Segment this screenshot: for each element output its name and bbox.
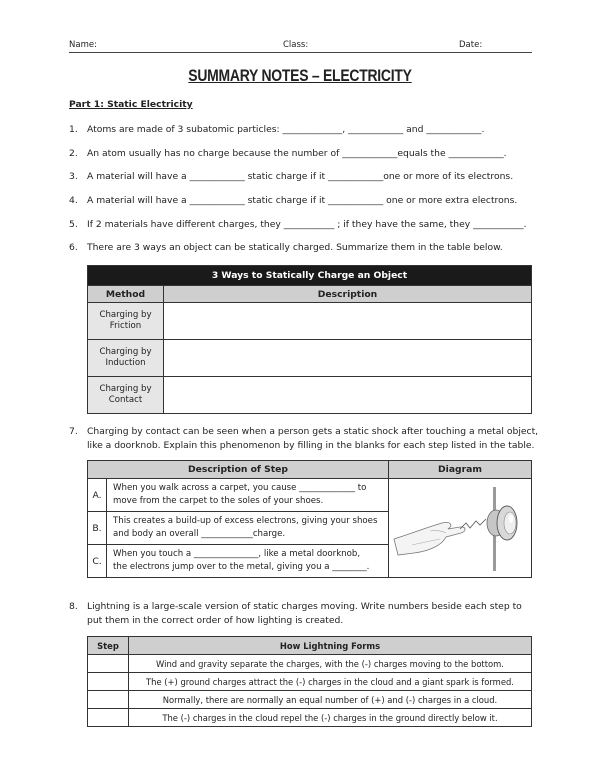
method-cell: Charging by Induction <box>88 340 164 377</box>
class-label: Class: <box>283 40 309 50</box>
question-3: 3. A material will have a ____________ static charge if it ____________one or more of its electrons. <box>69 171 514 182</box>
charge-methods-table <box>87 265 532 414</box>
table2-description-header: Description of Step <box>88 461 389 479</box>
date-label: Date: <box>459 40 483 50</box>
step-number-cell[interactable] <box>88 655 129 673</box>
step-number-cell[interactable] <box>88 691 129 709</box>
method-cell: Charging by Contact <box>88 377 164 414</box>
table3-step-header: Step <box>88 637 129 655</box>
static-shock-table <box>87 460 532 578</box>
table-row <box>88 655 532 673</box>
question-4: 4. A material will have a ____________ static charge if it ____________ one or more extra electrons. <box>69 195 518 206</box>
step-letter: B. <box>88 512 107 545</box>
step-description: When you touch a _______________, like a metal doorknob, the electrons jump over to the metal, giving you a ________. <box>107 545 389 578</box>
table-row <box>88 303 532 340</box>
method-cell: Charging by Friction <box>88 303 164 340</box>
page-title: SUMMARY NOTES – ELECTRICITY <box>188 66 412 85</box>
lightning-steps-table <box>87 636 532 727</box>
question-8: 8. Lightning is a large-scale version of static charges moving. Write numbers beside each step to put them in the correct order of how lighting is created. <box>69 601 522 626</box>
description-answer-cell[interactable] <box>164 340 532 377</box>
lightning-step-text: The (-) charges in the cloud repel the (-) charges in the ground directly below it. <box>129 709 532 727</box>
step-description: When you walk across a carpet, you cause _____________ to move from the carpet to the soles of your shoes. <box>107 479 389 512</box>
table2-diagram-header: Diagram <box>388 461 531 479</box>
table-row <box>88 673 532 691</box>
table-row <box>88 691 532 709</box>
table-row <box>88 479 532 512</box>
lightning-step-text: Wind and gravity separate the charges, with the (-) charges moving to the bottom. <box>129 655 532 673</box>
part1-heading: Part 1: Static Electricity <box>69 99 193 110</box>
lightning-step-text: Normally, there are normally an equal number of (+) and (-) charges in a cloud. <box>129 691 532 709</box>
table3-how-header: How Lightning Forms <box>129 637 532 655</box>
table1-description-header: Description <box>164 286 532 303</box>
question-5: 5. If 2 materials have different charges, they ___________ ; if they have the same, they ___________. <box>69 219 527 230</box>
description-answer-cell[interactable] <box>164 303 532 340</box>
description-answer-cell[interactable] <box>164 377 532 414</box>
table-row <box>88 377 532 414</box>
step-description: This creates a build-up of excess electrons, giving your shoes and body an overall ____________charge. <box>107 512 389 545</box>
question-6: 6. There are 3 ways an object can be statically charged. Summarize them in the table below. <box>69 242 503 253</box>
doorknob-diagram-cell <box>388 479 531 578</box>
table-row <box>88 340 532 377</box>
question-7: 7. Charging by contact can be seen when a person gets a static shock after touching a metal object, like a doorknob. Explain this phenomenon by filling in the blanks for each step listed in the table. <box>69 426 539 451</box>
step-number-cell[interactable] <box>88 673 129 691</box>
table1-method-header: Method <box>88 286 164 303</box>
lightning-step-text: The (+) ground charges attract the (-) charges in the cloud and a giant spark is formed. <box>129 673 532 691</box>
name-label: Name: <box>69 40 97 50</box>
question-2: 2. An atom usually has no charge because the number of ____________equals the ____________. <box>69 148 507 159</box>
step-letter: A. <box>88 479 107 512</box>
step-letter: C. <box>88 545 107 578</box>
table-row <box>88 709 532 727</box>
header-line <box>69 40 532 53</box>
table1-title: 3 Ways to Statically Charge an Object <box>88 266 532 286</box>
hand-doorknob-illustration <box>390 479 530 574</box>
step-number-cell[interactable] <box>88 709 129 727</box>
question-1: 1. Atoms are made of 3 subatomic particles: _____________, ____________ and ____________. <box>69 124 485 135</box>
